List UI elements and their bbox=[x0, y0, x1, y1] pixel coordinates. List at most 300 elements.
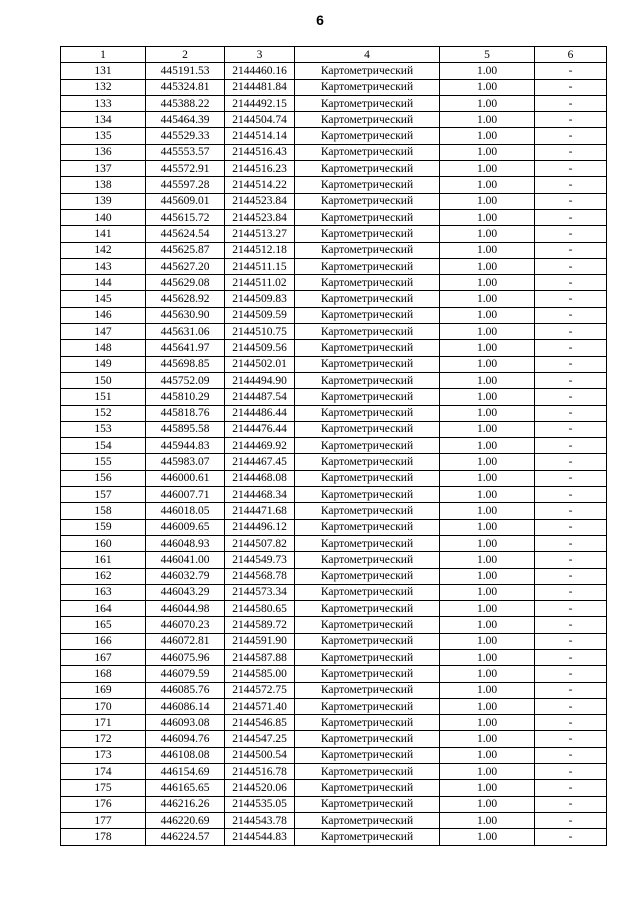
method-cell: Картометрический bbox=[295, 161, 440, 177]
x-coordinate-cell: 445625.87 bbox=[146, 242, 225, 258]
y-coordinate-cell: 2144546.85 bbox=[225, 715, 295, 731]
note-cell: - bbox=[535, 812, 607, 828]
table-row bbox=[61, 307, 607, 323]
y-coordinate-cell: 2144544.83 bbox=[225, 829, 295, 845]
table-row bbox=[61, 470, 607, 486]
y-coordinate-cell: 2144571.40 bbox=[225, 698, 295, 714]
method-cell: Картометрический bbox=[295, 275, 440, 291]
table-row bbox=[61, 275, 607, 291]
point-number-cell: 134 bbox=[61, 112, 146, 128]
table-row bbox=[61, 552, 607, 568]
y-coordinate-cell: 2144543.78 bbox=[225, 812, 295, 828]
y-coordinate-cell: 2144471.68 bbox=[225, 503, 295, 519]
point-number-cell: 156 bbox=[61, 470, 146, 486]
y-coordinate-cell: 2144468.08 bbox=[225, 470, 295, 486]
accuracy-cell: 1.00 bbox=[440, 812, 535, 828]
table-row bbox=[61, 764, 607, 780]
accuracy-cell: 1.00 bbox=[440, 796, 535, 812]
accuracy-cell: 1.00 bbox=[440, 682, 535, 698]
x-coordinate-cell: 445529.33 bbox=[146, 128, 225, 144]
method-cell: Картометрический bbox=[295, 698, 440, 714]
x-coordinate-cell: 445615.72 bbox=[146, 209, 225, 225]
column-header-5: 5 bbox=[440, 47, 535, 63]
accuracy-cell: 1.00 bbox=[440, 780, 535, 796]
method-cell: Картометрический bbox=[295, 356, 440, 372]
accuracy-cell: 1.00 bbox=[440, 552, 535, 568]
method-cell: Картометрический bbox=[295, 519, 440, 535]
method-cell: Картометрический bbox=[295, 535, 440, 551]
method-cell: Картометрический bbox=[295, 503, 440, 519]
accuracy-cell: 1.00 bbox=[440, 79, 535, 95]
method-cell: Картометрический bbox=[295, 112, 440, 128]
point-number-cell: 168 bbox=[61, 666, 146, 682]
table-row bbox=[61, 829, 607, 845]
accuracy-cell: 1.00 bbox=[440, 324, 535, 340]
accuracy-cell: 1.00 bbox=[440, 209, 535, 225]
table-row bbox=[61, 633, 607, 649]
accuracy-cell: 1.00 bbox=[440, 372, 535, 388]
method-cell: Картометрический bbox=[295, 715, 440, 731]
y-coordinate-cell: 2144511.15 bbox=[225, 258, 295, 274]
method-cell: Картометрический bbox=[295, 633, 440, 649]
point-number-cell: 144 bbox=[61, 275, 146, 291]
method-cell: Картометрический bbox=[295, 666, 440, 682]
point-number-cell: 132 bbox=[61, 79, 146, 95]
point-number-cell: 177 bbox=[61, 812, 146, 828]
method-cell: Картометрический bbox=[295, 454, 440, 470]
note-cell: - bbox=[535, 421, 607, 437]
point-number-cell: 155 bbox=[61, 454, 146, 470]
note-cell: - bbox=[535, 617, 607, 633]
x-coordinate-cell: 445983.07 bbox=[146, 454, 225, 470]
point-number-cell: 145 bbox=[61, 291, 146, 307]
accuracy-cell: 1.00 bbox=[440, 421, 535, 437]
y-coordinate-cell: 2144469.92 bbox=[225, 438, 295, 454]
accuracy-cell: 1.00 bbox=[440, 275, 535, 291]
y-coordinate-cell: 2144580.65 bbox=[225, 601, 295, 617]
method-cell: Картометрический bbox=[295, 487, 440, 503]
note-cell: - bbox=[535, 438, 607, 454]
y-coordinate-cell: 2144496.12 bbox=[225, 519, 295, 535]
method-cell: Картометрический bbox=[295, 144, 440, 160]
x-coordinate-cell: 446094.76 bbox=[146, 731, 225, 747]
note-cell: - bbox=[535, 503, 607, 519]
accuracy-cell: 1.00 bbox=[440, 535, 535, 551]
x-coordinate-cell: 446224.57 bbox=[146, 829, 225, 845]
note-cell: - bbox=[535, 487, 607, 503]
y-coordinate-cell: 2144512.18 bbox=[225, 242, 295, 258]
note-cell: - bbox=[535, 63, 607, 79]
accuracy-cell: 1.00 bbox=[440, 128, 535, 144]
table-row bbox=[61, 796, 607, 812]
y-coordinate-cell: 2144535.05 bbox=[225, 796, 295, 812]
method-cell: Картометрический bbox=[295, 731, 440, 747]
y-coordinate-cell: 2144591.90 bbox=[225, 633, 295, 649]
accuracy-cell: 1.00 bbox=[440, 601, 535, 617]
y-coordinate-cell: 2144460.16 bbox=[225, 63, 295, 79]
y-coordinate-cell: 2144487.54 bbox=[225, 389, 295, 405]
x-coordinate-cell: 445191.53 bbox=[146, 63, 225, 79]
table-row bbox=[61, 780, 607, 796]
accuracy-cell: 1.00 bbox=[440, 389, 535, 405]
method-cell: Картометрический bbox=[295, 324, 440, 340]
point-number-cell: 146 bbox=[61, 307, 146, 323]
table-row bbox=[61, 95, 607, 111]
table-row bbox=[61, 79, 607, 95]
y-coordinate-cell: 2144510.75 bbox=[225, 324, 295, 340]
x-coordinate-cell: 446154.69 bbox=[146, 764, 225, 780]
x-coordinate-cell: 446079.59 bbox=[146, 666, 225, 682]
point-number-cell: 150 bbox=[61, 372, 146, 388]
method-cell: Картометрический bbox=[295, 438, 440, 454]
point-number-cell: 147 bbox=[61, 324, 146, 340]
point-number-cell: 171 bbox=[61, 715, 146, 731]
point-number-cell: 143 bbox=[61, 258, 146, 274]
table-row bbox=[61, 601, 607, 617]
table-row bbox=[61, 112, 607, 128]
x-coordinate-cell: 445630.90 bbox=[146, 307, 225, 323]
y-coordinate-cell: 2144467.45 bbox=[225, 454, 295, 470]
x-coordinate-cell: 446216.26 bbox=[146, 796, 225, 812]
point-number-cell: 154 bbox=[61, 438, 146, 454]
method-cell: Картометрический bbox=[295, 829, 440, 845]
table-row bbox=[61, 291, 607, 307]
method-cell: Картометрический bbox=[295, 79, 440, 95]
note-cell: - bbox=[535, 79, 607, 95]
x-coordinate-cell: 446009.65 bbox=[146, 519, 225, 535]
note-cell: - bbox=[535, 389, 607, 405]
table-row bbox=[61, 812, 607, 828]
table-row bbox=[61, 568, 607, 584]
accuracy-cell: 1.00 bbox=[440, 356, 535, 372]
accuracy-cell: 1.00 bbox=[440, 63, 535, 79]
table-row bbox=[61, 715, 607, 731]
y-coordinate-cell: 2144514.22 bbox=[225, 177, 295, 193]
point-number-cell: 140 bbox=[61, 209, 146, 225]
accuracy-cell: 1.00 bbox=[440, 144, 535, 160]
x-coordinate-cell: 445631.06 bbox=[146, 324, 225, 340]
method-cell: Картометрический bbox=[295, 209, 440, 225]
table-row bbox=[61, 193, 607, 209]
x-coordinate-cell: 445572.91 bbox=[146, 161, 225, 177]
table-row bbox=[61, 128, 607, 144]
table-row bbox=[61, 421, 607, 437]
accuracy-cell: 1.00 bbox=[440, 487, 535, 503]
table-row bbox=[61, 617, 607, 633]
x-coordinate-cell: 446007.71 bbox=[146, 487, 225, 503]
table-row bbox=[61, 177, 607, 193]
table-row bbox=[61, 340, 607, 356]
point-number-cell: 167 bbox=[61, 649, 146, 665]
accuracy-cell: 1.00 bbox=[440, 95, 535, 111]
column-header-3: 3 bbox=[225, 47, 295, 63]
y-coordinate-cell: 2144504.74 bbox=[225, 112, 295, 128]
method-cell: Картометрический bbox=[295, 568, 440, 584]
x-coordinate-cell: 445944.83 bbox=[146, 438, 225, 454]
method-cell: Картометрический bbox=[295, 340, 440, 356]
table-row bbox=[61, 226, 607, 242]
accuracy-cell: 1.00 bbox=[440, 666, 535, 682]
point-number-cell: 149 bbox=[61, 356, 146, 372]
note-cell: - bbox=[535, 535, 607, 551]
method-cell: Картометрический bbox=[295, 95, 440, 111]
accuracy-cell: 1.00 bbox=[440, 503, 535, 519]
column-header-1: 1 bbox=[61, 47, 146, 63]
x-coordinate-cell: 445641.97 bbox=[146, 340, 225, 356]
x-coordinate-cell: 445752.09 bbox=[146, 372, 225, 388]
y-coordinate-cell: 2144589.72 bbox=[225, 617, 295, 633]
accuracy-cell: 1.00 bbox=[440, 731, 535, 747]
point-number-cell: 148 bbox=[61, 340, 146, 356]
table-row bbox=[61, 454, 607, 470]
accuracy-cell: 1.00 bbox=[440, 568, 535, 584]
accuracy-cell: 1.00 bbox=[440, 226, 535, 242]
accuracy-cell: 1.00 bbox=[440, 438, 535, 454]
note-cell: - bbox=[535, 275, 607, 291]
x-coordinate-cell: 446085.76 bbox=[146, 682, 225, 698]
x-coordinate-cell: 445818.76 bbox=[146, 405, 225, 421]
y-coordinate-cell: 2144511.02 bbox=[225, 275, 295, 291]
x-coordinate-cell: 446165.65 bbox=[146, 780, 225, 796]
point-number-cell: 174 bbox=[61, 764, 146, 780]
note-cell: - bbox=[535, 715, 607, 731]
y-coordinate-cell: 2144523.84 bbox=[225, 209, 295, 225]
method-cell: Картометрический bbox=[295, 128, 440, 144]
point-number-cell: 131 bbox=[61, 63, 146, 79]
method-cell: Картометрический bbox=[295, 584, 440, 600]
method-cell: Картометрический bbox=[295, 389, 440, 405]
table-row bbox=[61, 682, 607, 698]
table-row bbox=[61, 698, 607, 714]
note-cell: - bbox=[535, 372, 607, 388]
x-coordinate-cell: 445624.54 bbox=[146, 226, 225, 242]
y-coordinate-cell: 2144481.84 bbox=[225, 79, 295, 95]
x-coordinate-cell: 445597.28 bbox=[146, 177, 225, 193]
point-number-cell: 157 bbox=[61, 487, 146, 503]
accuracy-cell: 1.00 bbox=[440, 291, 535, 307]
accuracy-cell: 1.00 bbox=[440, 112, 535, 128]
y-coordinate-cell: 2144547.25 bbox=[225, 731, 295, 747]
y-coordinate-cell: 2144572.75 bbox=[225, 682, 295, 698]
x-coordinate-cell: 446032.79 bbox=[146, 568, 225, 584]
x-coordinate-cell: 446070.23 bbox=[146, 617, 225, 633]
table-row bbox=[61, 519, 607, 535]
table-row bbox=[61, 63, 607, 79]
note-cell: - bbox=[535, 519, 607, 535]
table-row bbox=[61, 438, 607, 454]
note-cell: - bbox=[535, 796, 607, 812]
x-coordinate-cell: 445388.22 bbox=[146, 95, 225, 111]
accuracy-cell: 1.00 bbox=[440, 829, 535, 845]
method-cell: Картометрический bbox=[295, 796, 440, 812]
accuracy-cell: 1.00 bbox=[440, 258, 535, 274]
accuracy-cell: 1.00 bbox=[440, 519, 535, 535]
y-coordinate-cell: 2144523.84 bbox=[225, 193, 295, 209]
x-coordinate-cell: 446044.98 bbox=[146, 601, 225, 617]
table-row bbox=[61, 209, 607, 225]
y-coordinate-cell: 2144494.90 bbox=[225, 372, 295, 388]
accuracy-cell: 1.00 bbox=[440, 698, 535, 714]
header-row bbox=[61, 47, 607, 63]
accuracy-cell: 1.00 bbox=[440, 715, 535, 731]
table-row bbox=[61, 487, 607, 503]
y-coordinate-cell: 2144509.83 bbox=[225, 291, 295, 307]
accuracy-cell: 1.00 bbox=[440, 617, 535, 633]
x-coordinate-cell: 445627.20 bbox=[146, 258, 225, 274]
method-cell: Картометрический bbox=[295, 258, 440, 274]
x-coordinate-cell: 446041.00 bbox=[146, 552, 225, 568]
point-number-cell: 141 bbox=[61, 226, 146, 242]
accuracy-cell: 1.00 bbox=[440, 242, 535, 258]
method-cell: Картометрический bbox=[295, 405, 440, 421]
point-number-cell: 175 bbox=[61, 780, 146, 796]
accuracy-cell: 1.00 bbox=[440, 405, 535, 421]
point-number-cell: 137 bbox=[61, 161, 146, 177]
method-cell: Картометрический bbox=[295, 682, 440, 698]
method-cell: Картометрический bbox=[295, 617, 440, 633]
note-cell: - bbox=[535, 356, 607, 372]
y-coordinate-cell: 2144468.34 bbox=[225, 487, 295, 503]
table-row bbox=[61, 649, 607, 665]
x-coordinate-cell: 446075.96 bbox=[146, 649, 225, 665]
point-number-cell: 135 bbox=[61, 128, 146, 144]
accuracy-cell: 1.00 bbox=[440, 340, 535, 356]
note-cell: - bbox=[535, 144, 607, 160]
x-coordinate-cell: 445810.29 bbox=[146, 389, 225, 405]
note-cell: - bbox=[535, 682, 607, 698]
y-coordinate-cell: 2144492.15 bbox=[225, 95, 295, 111]
point-number-cell: 178 bbox=[61, 829, 146, 845]
accuracy-cell: 1.00 bbox=[440, 470, 535, 486]
note-cell: - bbox=[535, 242, 607, 258]
note-cell: - bbox=[535, 698, 607, 714]
page-number: 6 bbox=[316, 12, 324, 28]
note-cell: - bbox=[535, 209, 607, 225]
table-row bbox=[61, 324, 607, 340]
note-cell: - bbox=[535, 291, 607, 307]
point-number-cell: 170 bbox=[61, 698, 146, 714]
x-coordinate-cell: 446220.69 bbox=[146, 812, 225, 828]
accuracy-cell: 1.00 bbox=[440, 584, 535, 600]
point-number-cell: 159 bbox=[61, 519, 146, 535]
note-cell: - bbox=[535, 95, 607, 111]
method-cell: Картометрический bbox=[295, 601, 440, 617]
x-coordinate-cell: 445324.81 bbox=[146, 79, 225, 95]
x-coordinate-cell: 445553.57 bbox=[146, 144, 225, 160]
note-cell: - bbox=[535, 601, 607, 617]
method-cell: Картометрический bbox=[295, 291, 440, 307]
x-coordinate-cell: 446018.05 bbox=[146, 503, 225, 519]
y-coordinate-cell: 2144507.82 bbox=[225, 535, 295, 551]
note-cell: - bbox=[535, 568, 607, 584]
y-coordinate-cell: 2144516.23 bbox=[225, 161, 295, 177]
table-row bbox=[61, 242, 607, 258]
x-coordinate-cell: 446000.61 bbox=[146, 470, 225, 486]
point-number-cell: 162 bbox=[61, 568, 146, 584]
note-cell: - bbox=[535, 584, 607, 600]
method-cell: Картометрический bbox=[295, 649, 440, 665]
method-cell: Картометрический bbox=[295, 372, 440, 388]
point-number-cell: 166 bbox=[61, 633, 146, 649]
table-row bbox=[61, 389, 607, 405]
note-cell: - bbox=[535, 666, 607, 682]
y-coordinate-cell: 2144516.78 bbox=[225, 764, 295, 780]
y-coordinate-cell: 2144516.43 bbox=[225, 144, 295, 160]
accuracy-cell: 1.00 bbox=[440, 454, 535, 470]
x-coordinate-cell: 446093.08 bbox=[146, 715, 225, 731]
note-cell: - bbox=[535, 454, 607, 470]
note-cell: - bbox=[535, 747, 607, 763]
x-coordinate-cell: 446072.81 bbox=[146, 633, 225, 649]
point-number-cell: 133 bbox=[61, 95, 146, 111]
y-coordinate-cell: 2144587.88 bbox=[225, 649, 295, 665]
y-coordinate-cell: 2144513.27 bbox=[225, 226, 295, 242]
column-header-6: 6 bbox=[535, 47, 607, 63]
x-coordinate-cell: 445895.58 bbox=[146, 421, 225, 437]
point-number-cell: 173 bbox=[61, 747, 146, 763]
note-cell: - bbox=[535, 307, 607, 323]
x-coordinate-cell: 446086.14 bbox=[146, 698, 225, 714]
x-coordinate-cell: 446048.93 bbox=[146, 535, 225, 551]
note-cell: - bbox=[535, 649, 607, 665]
note-cell: - bbox=[535, 128, 607, 144]
point-number-cell: 165 bbox=[61, 617, 146, 633]
note-cell: - bbox=[535, 470, 607, 486]
method-cell: Картометрический bbox=[295, 193, 440, 209]
x-coordinate-cell: 445628.92 bbox=[146, 291, 225, 307]
point-number-cell: 153 bbox=[61, 421, 146, 437]
point-number-cell: 176 bbox=[61, 796, 146, 812]
point-number-cell: 151 bbox=[61, 389, 146, 405]
method-cell: Картометрический bbox=[295, 421, 440, 437]
coordinates-table bbox=[60, 46, 607, 846]
method-cell: Картометрический bbox=[295, 177, 440, 193]
note-cell: - bbox=[535, 177, 607, 193]
accuracy-cell: 1.00 bbox=[440, 307, 535, 323]
table-row bbox=[61, 584, 607, 600]
y-coordinate-cell: 2144549.73 bbox=[225, 552, 295, 568]
note-cell: - bbox=[535, 731, 607, 747]
method-cell: Картометрический bbox=[295, 812, 440, 828]
accuracy-cell: 1.00 bbox=[440, 177, 535, 193]
point-number-cell: 169 bbox=[61, 682, 146, 698]
table-row bbox=[61, 405, 607, 421]
point-number-cell: 136 bbox=[61, 144, 146, 160]
accuracy-cell: 1.00 bbox=[440, 633, 535, 649]
x-coordinate-cell: 445609.01 bbox=[146, 193, 225, 209]
accuracy-cell: 1.00 bbox=[440, 649, 535, 665]
point-number-cell: 142 bbox=[61, 242, 146, 258]
table-row bbox=[61, 161, 607, 177]
note-cell: - bbox=[535, 780, 607, 796]
table-row bbox=[61, 258, 607, 274]
x-coordinate-cell: 446108.08 bbox=[146, 747, 225, 763]
x-coordinate-cell: 445464.39 bbox=[146, 112, 225, 128]
note-cell: - bbox=[535, 405, 607, 421]
method-cell: Картометрический bbox=[295, 307, 440, 323]
table-row bbox=[61, 731, 607, 747]
table-row bbox=[61, 666, 607, 682]
method-cell: Картометрический bbox=[295, 226, 440, 242]
point-number-cell: 163 bbox=[61, 584, 146, 600]
y-coordinate-cell: 2144500.54 bbox=[225, 747, 295, 763]
y-coordinate-cell: 2144520.06 bbox=[225, 780, 295, 796]
y-coordinate-cell: 2144573.34 bbox=[225, 584, 295, 600]
point-number-cell: 160 bbox=[61, 535, 146, 551]
method-cell: Картометрический bbox=[295, 470, 440, 486]
y-coordinate-cell: 2144502.01 bbox=[225, 356, 295, 372]
column-header-2: 2 bbox=[146, 47, 225, 63]
